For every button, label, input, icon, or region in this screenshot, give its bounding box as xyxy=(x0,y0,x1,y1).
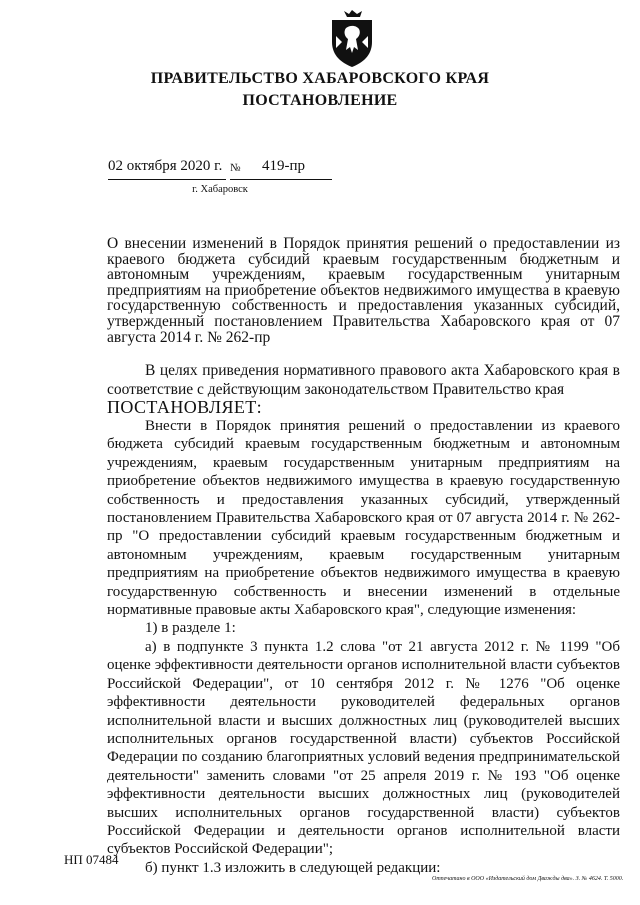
body-paragraph-1: Внести в Порядок принятия решений о предоставлении из краевого бюджета субсидий краевым государственным бюджетным и автономным учреждениям, краевым государственным унитарным предприятиям на приобретение объектов недвижимого имущества в краевую государственную собственность и предоставления указанных субсидий, утвержденный постановлением Правительства Хабаровского края от 07 августа 2014 г. № 262-пр "О предоставлении субсидий краевым государственным бюджетным и автономным учреждениям, краевым государственным унитарным предприятиям на приобретение объектов недвижимого имущества в краевую государственную собственность и внесении изменений в отдельные нормативные правовые акты Хабаровского края", следующие изменения: xyxy=(107,418,620,619)
body-paragraph-4: б) пункт 1.3 изложить в следующей редакции: xyxy=(145,859,441,876)
document-body xyxy=(107,417,620,877)
document-date: 02 октября 2020 г. xyxy=(108,158,223,174)
issue-city: г. Хабаровск xyxy=(192,184,248,195)
date-underline xyxy=(108,179,226,180)
document-number: 419-пр xyxy=(262,158,306,174)
document-type-title: ПОСТАНОВЛЕНИЕ xyxy=(242,92,398,109)
footer-code: НП 07484 xyxy=(64,852,119,867)
footer-print-note: Отпечатано в ООО «Издательский дом Дважды два». З. № 4624. Т. 5000. xyxy=(432,876,624,882)
body-paragraph-2: 1) в разделе 1: xyxy=(145,620,236,637)
document-subject: О внесении изменений в Порядок принятия решений о предоставлении из краевого бюджета субсидий краевым государственным бюджетным и автономным учреждениям, краевым государственным унитарным предприятиям на приобретение объектов недвижимого имущества в краевую государственную собственность и предоставления указанных субсидий, утвержденный постановлением Правительства Хабаровского края от 07 августа 2014 г. № 262-пр xyxy=(107,235,620,346)
number-sign: № xyxy=(230,162,241,174)
resolves-heading: ПОСТАНОВЛЯЕТ: xyxy=(107,397,263,417)
preamble xyxy=(107,362,620,399)
number-underline xyxy=(230,179,332,180)
organization-title: ПРАВИТЕЛЬСТВО ХАБАРОВСКОГО КРАЯ xyxy=(150,70,490,87)
body-paragraph-3: а) в подпункте 3 пункта 1.2 слова "от 21 августа 2012 г. № 1199 "Об оценке эффективности деятельности органов исполнительной власти субъектов Российской Федерации", от 10 сентября 2012 г. № 1276 "Об оценке эффективности деятельности руководителей федеральных органов исполнительной власти и высших должностных лиц (руководителей высших исполнительных органов государственной власти) субъектов Российской Федерации по созданию благоприятных условий ведения предпринимательской деятельности" заменить словами "от 25 апреля 2019 г. № 193 "Об оценке эффективности деятельности высших должностных лиц (руководителей высших исполнительных органов государственной власти) субъектов Российской Федерации и деятельности органов исполнительной власти субъектов Российской Федерации"; xyxy=(107,638,620,858)
coat-of-arms-emblem xyxy=(326,6,378,68)
preamble-text: В целях приведения нормативного правового акта Хабаровского края в соответствие с действующим законодательством Правительство края xyxy=(107,362,620,398)
